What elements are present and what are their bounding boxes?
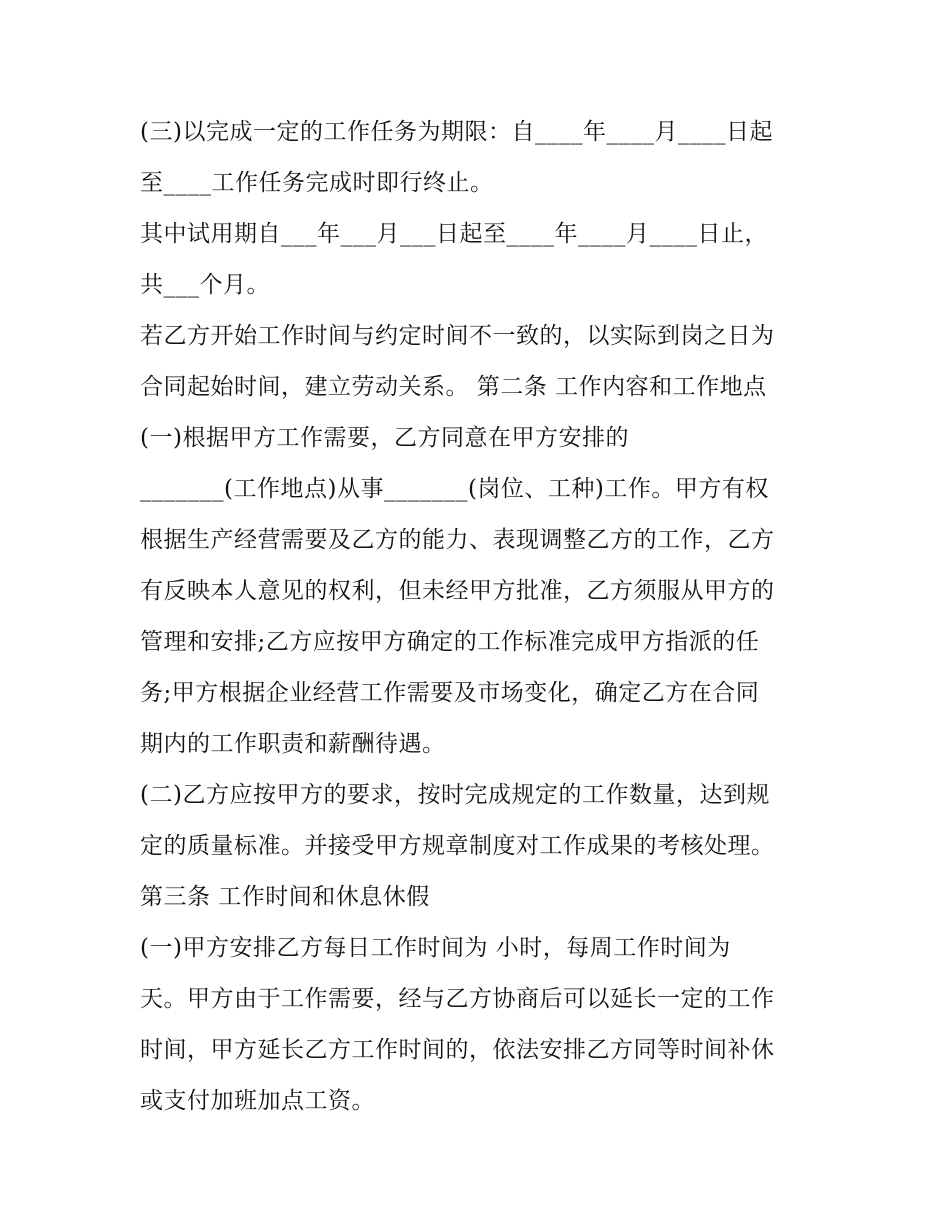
text-line: (一)甲方安排乙方每日工作时间为 小时，每周工作时间为 [140, 935, 731, 961]
text-line: 根据生产经营需要及乙方的能力、表现调整乙方的工作，乙方 [140, 527, 775, 553]
text-line: _______(工作地点)从事_______(岗位、工种)工作。甲方有权 [140, 476, 769, 502]
text-line: 定的质量标准。并接受甲方规章制度对工作成果的考核处理。 [140, 833, 775, 859]
text-line: 期内的工作职责和薪酬待遇。 [140, 731, 446, 757]
text-line: 或支付加班加点工资。 [140, 1088, 375, 1114]
text-line: 有反映本人意见的权利，但未经甲方批准，乙方须服从甲方的 [140, 578, 775, 604]
text-line: 若乙方开始工作时间与约定时间不一致的，以实际到岗之日为 [140, 323, 775, 349]
text-line: 至____工作任务完成时即行终止。 [140, 170, 494, 196]
text-line: 时间，甲方延长乙方工作时间的，依法安排乙方同等时间补休 [140, 1037, 775, 1063]
text-line: 务;甲方根据企业经营工作需要及市场变化，确定乙方在合同 [140, 680, 760, 706]
section-heading: 第三条 工作时间和休息休假 [140, 884, 430, 910]
text-line: 合同起始时间，建立劳动关系。 第二条 工作内容和工作地点 [140, 374, 767, 400]
text-line: 管理和安排;乙方应按甲方确定的工作标准完成甲方指派的任 [140, 629, 760, 655]
text-line: (二)乙方应按甲方的要求，按时完成规定的工作数量，达到规 [140, 782, 770, 808]
text-line: 天。甲方由于工作需要，经与乙方协商后可以延长一定的工作 [140, 986, 775, 1012]
text-line: (一)根据甲方工作需要，乙方同意在甲方安排的 [140, 425, 629, 451]
text-line: (三)以完成一定的工作任务为期限：自____年____月____日起 [140, 119, 773, 145]
text-line: 其中试用期自___年___月___日起至____年____月____日止， [140, 221, 768, 247]
document-body [140, 107, 840, 1127]
text-line: 共___个月。 [140, 272, 270, 298]
